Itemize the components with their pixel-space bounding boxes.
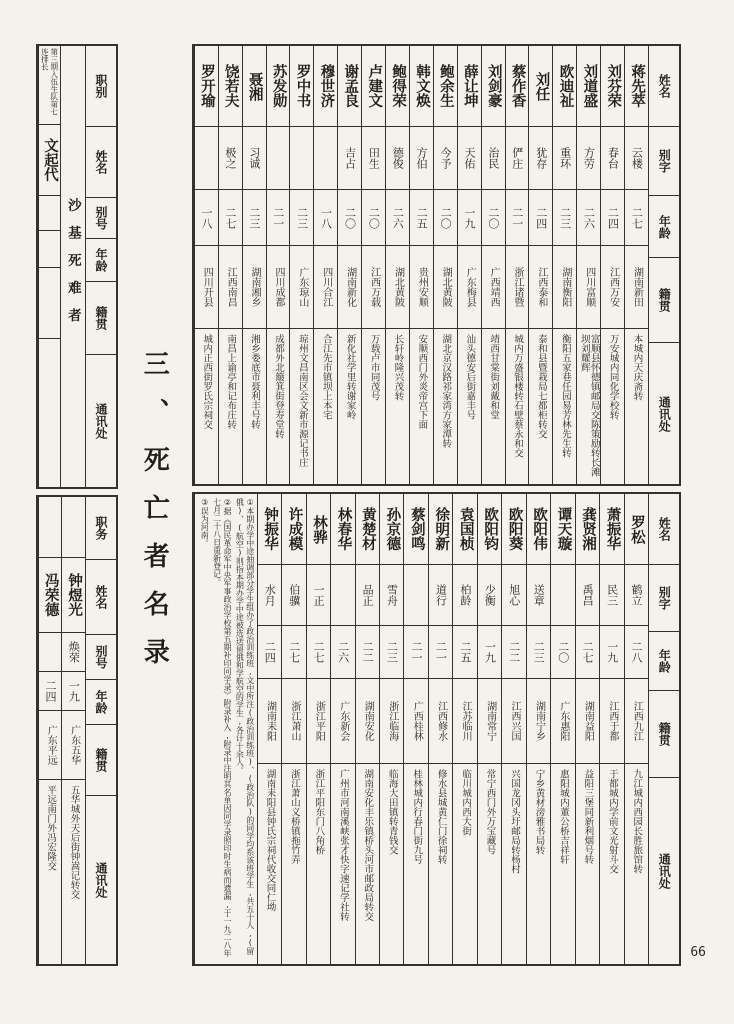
header-column	[85, 46, 116, 487]
person-column	[433, 46, 457, 484]
column-header: 籍贯	[86, 724, 116, 795]
name-cell: 蔡剑鸣	[408, 507, 425, 551]
category-label-shaji: 沙基死难者	[64, 197, 81, 336]
native-cell: 江苏临川	[453, 678, 476, 763]
alias-cell	[551, 564, 574, 625]
contact-cell: 惠阳城内董公桥吉祥轩	[551, 763, 574, 964]
section-title	[118, 44, 192, 966]
age-cell: 二七	[219, 189, 242, 245]
alias-cell: 极之	[219, 126, 242, 189]
native-cell: 广西桂林	[404, 678, 427, 763]
native-cell: 湖南新田	[625, 245, 648, 328]
name-cell: 刘芬荣	[605, 64, 622, 108]
person-column	[409, 46, 433, 484]
roster-sheet	[36, 44, 681, 966]
name-cell: 卢建文	[366, 64, 383, 108]
native-cell: 广西靖西	[482, 245, 505, 328]
column-header: 姓名	[86, 126, 116, 197]
native-cell: 浙江萧山	[282, 678, 305, 763]
alias-cell: 方劳	[577, 126, 600, 189]
contact-cell: 九江城内西园长胜旅馆转	[625, 763, 648, 964]
person-column	[599, 494, 623, 964]
column-header: 通讯处	[86, 795, 116, 964]
native-cell: 广东五华	[62, 710, 84, 779]
name-cell: 欧阳葵	[506, 507, 523, 551]
age-cell: 二一	[404, 625, 427, 678]
left-tables-strip	[36, 44, 118, 966]
contact-cell: 于都城内学前文光射斗交	[600, 763, 623, 964]
contact-cell: 兴国龙冈头圩邮局转杨村	[502, 763, 525, 964]
name-cell: 鲍得荣	[390, 64, 407, 108]
native-cell: 湖南耒阳	[258, 678, 281, 763]
column-header: 年龄	[649, 195, 679, 257]
alias-cell	[195, 126, 218, 189]
category-column	[60, 46, 85, 487]
duty-cell	[39, 497, 61, 557]
name-cell: 薛让坤	[461, 64, 478, 108]
name-cell: 袁国桢	[457, 507, 474, 551]
contact-cell: 城内正西街罗氏宗祠交	[195, 328, 218, 484]
alias-cell: 今予	[434, 126, 457, 189]
native-cell: 江西修水	[429, 678, 452, 763]
alias-cell: 春台	[601, 126, 624, 189]
age-cell: 二三	[243, 189, 266, 245]
column-header: 年龄	[649, 631, 679, 690]
native-cell: 江西九江	[625, 678, 648, 763]
age-cell: 二八	[625, 625, 648, 678]
age-cell: 二五	[410, 189, 433, 245]
age-cell: 二二	[502, 625, 525, 678]
person-column	[361, 46, 385, 484]
native-cell: 湖南常宁	[478, 678, 501, 763]
native-cell: 广东梅县	[458, 245, 481, 328]
age-cell: 二七	[576, 625, 599, 678]
age-cell: 二二	[356, 625, 379, 678]
alias-cell: 品正	[356, 564, 379, 625]
native-cell: 浙江平阳	[307, 678, 330, 763]
age-cell: 二七	[625, 189, 648, 245]
age-cell: 二〇	[434, 189, 457, 245]
contact-cell: 靖西甘棠街刘戴和堂	[482, 328, 505, 484]
alias-cell: 重环	[553, 126, 576, 189]
person-column	[528, 46, 552, 484]
person-column	[306, 494, 330, 964]
name-cell: 谢孟良	[342, 64, 359, 108]
column-header: 别号	[86, 197, 116, 238]
age-cell: 二一	[267, 189, 290, 245]
person-column	[289, 46, 313, 484]
alias-cell	[39, 632, 61, 671]
contact-cell: 本城内天庆斋转	[625, 328, 648, 484]
name-cell: 刘任	[533, 71, 550, 101]
age-cell: 二七	[282, 625, 305, 678]
alias-cell	[39, 195, 60, 230]
column-header: 籍贯	[86, 281, 116, 354]
age-cell: 二三	[527, 625, 550, 678]
column-header: 职别	[94, 74, 109, 98]
native-cell: 四川开县	[195, 245, 218, 328]
alias-cell: 习诚	[243, 126, 266, 189]
person-column	[481, 46, 505, 484]
name-cell: 蔡作香	[509, 64, 526, 108]
person-column	[452, 494, 476, 964]
contact-cell: 琼州文昌南区会文新市源记书庄	[290, 328, 313, 484]
contact-cell: 富顺县怀德镇邮局交陈策励转长滩坝刘耀辉	[577, 328, 600, 484]
name-cell: 林骅	[311, 514, 327, 544]
age-cell: 二六	[331, 625, 354, 678]
person-column	[281, 494, 305, 964]
name-cell: 欧阳伟	[531, 507, 548, 551]
native-cell: 广东平远	[39, 710, 61, 779]
name-cell: 林春华	[335, 507, 352, 551]
person-column	[313, 46, 337, 484]
person-column	[428, 494, 452, 964]
contact-cell: 桂林城内行春门街九号	[404, 763, 427, 964]
duty-cell: 第三期入伍生队第七连排长	[40, 48, 59, 116]
footnote-text: ②据《国民革命军中央军事政治学校第五期补印同学录》附录补入,附录中注明其名单因同学录照印时生病而遗漏,于一九二八年七月二十八日重新登记。	[212, 498, 232, 957]
contact-cell: 南昌上谕亭和记布庄转	[219, 328, 242, 484]
name-cell: 萧振华	[604, 507, 621, 551]
section-title-text: 三、死亡者名录	[139, 350, 170, 686]
age-cell: 二六	[386, 189, 409, 245]
age-cell: 二四	[529, 189, 552, 245]
contact-cell: 安顺西门外炎帝宫下面	[410, 328, 433, 484]
native-cell: 江西南昌	[219, 245, 242, 328]
age-cell: 一九	[478, 625, 501, 678]
age-cell: 二三	[380, 625, 403, 678]
contact-cell: 益阳三堡同新利烟号转	[576, 763, 599, 964]
person-column	[266, 46, 290, 484]
column-header: 通讯处	[649, 777, 679, 964]
alias-cell: 伯骥	[282, 564, 305, 625]
contact-cell: 城内万盛银楼转石壁蔡永和交	[506, 328, 529, 484]
name-cell: 许成模	[286, 507, 303, 551]
alias-cell	[404, 564, 427, 625]
column-header: 年龄	[86, 679, 116, 724]
name-cell: 刘道盛	[581, 64, 598, 108]
person-column	[501, 494, 525, 964]
alias-cell: 焕荣	[62, 632, 84, 671]
native-cell: 广东琼山	[290, 245, 313, 328]
native-cell: 湖南新化	[338, 245, 361, 328]
native-cell: 浙江临海	[380, 678, 403, 763]
native-cell: 湖南安化	[356, 678, 379, 763]
native-cell: 湖南益阳	[576, 678, 599, 763]
header-column	[648, 46, 679, 484]
alias-cell	[290, 126, 313, 189]
alias-cell: 旭心	[502, 564, 525, 625]
native-cell	[39, 267, 60, 338]
column-header: 别字	[649, 126, 679, 195]
contact-cell: 万载卢市同茂号	[362, 328, 385, 484]
page-number: 66	[690, 945, 706, 960]
contact-cell: 湖南安化丰乐镇桥头河市邮政局转交	[356, 763, 379, 964]
alias-cell: 民三	[600, 564, 623, 625]
person-column	[38, 497, 61, 964]
name-cell: 龚贤湘	[579, 507, 596, 551]
contact-cell: 广州市河南溪峡张才快字速记学社转	[331, 763, 354, 964]
person-column	[355, 494, 379, 964]
person-column	[505, 46, 529, 484]
person-column	[61, 497, 84, 964]
deceased-table-top	[192, 44, 681, 486]
contact-cell: 五华城外天后街钟嵩记转交	[62, 779, 84, 964]
person-column	[337, 46, 361, 484]
native-cell: 浙江诸暨	[506, 245, 529, 328]
shaji-victims-table	[36, 44, 118, 489]
native-cell: 江西泰和	[529, 245, 552, 328]
person-column	[194, 46, 218, 484]
column-header: 籍贯	[649, 690, 679, 777]
person-column	[624, 46, 648, 484]
footnote-text: ③误为河南。	[200, 498, 210, 547]
age-cell: 二〇	[338, 189, 361, 245]
name-cell: 韩文焕	[414, 64, 430, 108]
column-header: 通讯处	[86, 354, 116, 487]
contact-cell	[39, 338, 60, 487]
native-cell: 江西于都	[600, 678, 623, 763]
contact-cell: 衡阳五家巷任园易芳林先生转	[553, 328, 576, 484]
contact-cell: 湘乡娄底市聂利丰号转	[243, 328, 266, 484]
native-cell: 广东新会	[331, 678, 354, 763]
name-cell: 罗松	[628, 514, 645, 544]
age-cell: 二四	[258, 625, 281, 678]
person-column	[379, 494, 403, 964]
native-cell: 四川成都	[267, 245, 290, 328]
name-cell: 冯荣德	[39, 557, 61, 632]
column-header: 姓名	[657, 517, 672, 541]
age-cell: 一九	[458, 189, 481, 245]
person-column	[257, 494, 281, 964]
contact-cell: 汕头德安后街嘉丰号	[458, 328, 481, 484]
alias-cell: 治民	[482, 126, 505, 189]
footnotes-column	[194, 494, 257, 964]
native-cell: 湖南湘乡	[243, 245, 266, 328]
age-cell: 一八	[195, 189, 218, 245]
age-cell: 一八	[314, 189, 337, 245]
age-cell: 二〇	[551, 625, 574, 678]
name-cell: 谭天璇	[555, 507, 572, 551]
contact-cell: 宁乡黄材滂雅书局转	[527, 763, 550, 964]
age-cell: 二三	[290, 189, 313, 245]
alias-cell	[267, 126, 290, 189]
name-cell: 欧阳钧	[482, 507, 499, 551]
name-cell: 穆世济	[318, 64, 335, 108]
person-column	[550, 494, 574, 964]
alias-cell: 鹤立	[625, 564, 648, 625]
alias-cell	[314, 126, 337, 189]
age-cell: 二〇	[482, 189, 505, 245]
native-cell: 湖南宁乡	[527, 678, 550, 763]
contact-cell: 成都外北簸箕街登寿堂转	[267, 328, 290, 484]
person-column	[218, 46, 242, 484]
name-cell: 饶若夫	[222, 64, 239, 108]
name-cell: 孙京德	[384, 507, 401, 551]
age-cell: 二一	[429, 625, 452, 678]
age-cell: 二六	[577, 189, 600, 245]
age-cell: 二四	[601, 189, 624, 245]
alias-cell: 一正	[307, 564, 330, 625]
native-cell: 四川合江	[314, 245, 337, 328]
column-header: 籍贯	[649, 257, 679, 342]
native-cell: 湖南衡阳	[553, 245, 576, 328]
age-cell: 二五	[453, 625, 476, 678]
person-column	[457, 46, 481, 484]
footnote-text: ①本期办学中途抽调部分学生组办了政治训练班,文中所注(政治训练班)、(政治队)的同学均系该班学生,共五十人,(留俄)、(航空)则指本期办学中途被选送留俄和学航空的学生,各计十余人。	[235, 498, 255, 955]
contact-cell: 临川城内西大街	[453, 763, 476, 964]
alias-cell: 水月	[258, 564, 281, 625]
contact-cell: 新化社学里转谢家岭	[338, 328, 361, 484]
alias-cell: 雪舟	[380, 564, 403, 625]
contact-cell: 合江先市镇坝上本宅	[314, 328, 337, 484]
name-cell: 钟煜光	[62, 557, 84, 632]
main-tables-column	[192, 44, 681, 966]
person-column	[600, 46, 624, 484]
age-cell: 二四	[39, 671, 61, 710]
alias-cell: 少衡	[478, 564, 501, 625]
contact-cell: 平远南门外冯宏隆交	[39, 779, 61, 964]
column-header: 职务	[94, 516, 109, 541]
contact-cell: 湖北京汉路祁家湾方家潭转	[434, 328, 457, 484]
native-cell: 广东惠阳	[551, 678, 574, 763]
column-header: 通讯处	[649, 342, 679, 484]
age-cell: 一九	[600, 625, 623, 678]
column-header: 别号	[86, 634, 116, 679]
name-cell: 蒋先萃	[629, 64, 646, 108]
alias-cell: 田生	[362, 126, 385, 189]
person-column	[552, 46, 576, 484]
native-cell: 江西万载	[362, 245, 385, 328]
age-cell: 二七	[307, 625, 330, 678]
column-header: 姓名	[86, 559, 116, 634]
person-column	[330, 494, 354, 964]
contact-cell: 常宁西门外万宝藏号	[478, 763, 501, 964]
name-cell: 欧迪祉	[557, 64, 574, 108]
alias-cell: 德俊	[386, 126, 409, 189]
column-header: 姓名	[657, 74, 672, 98]
person-column	[624, 494, 648, 964]
person-column	[385, 46, 409, 484]
name-cell: 聂湘	[246, 71, 263, 101]
person-column	[38, 46, 60, 487]
age-cell: 二三	[553, 189, 576, 245]
column-header: 年龄	[86, 238, 116, 281]
name-cell: 刘剑豪	[485, 64, 502, 108]
alias-cell: 天佑	[458, 126, 481, 189]
name-cell: 钟振华	[262, 507, 279, 551]
name-cell: 罗开瑜	[198, 64, 215, 108]
header-column	[648, 494, 679, 964]
column-header: 别字	[649, 564, 679, 631]
contact-cell: 湖南耒阳县钟氏宗祠代收交同仁坳	[258, 763, 281, 964]
alias-cell: 柏龄	[453, 564, 476, 625]
alias-cell: 犹存	[529, 126, 552, 189]
left-bottom-table	[36, 495, 118, 966]
person-column	[575, 494, 599, 964]
contact-cell: 浙江萧山义桥镇拖竹弄	[282, 763, 305, 964]
person-column	[477, 494, 501, 964]
person-column	[242, 46, 266, 484]
deceased-table-bottom	[192, 492, 681, 966]
alias-cell: 道行	[429, 564, 452, 625]
alias-cell: 吉占	[338, 126, 361, 189]
name-cell: 文起代	[39, 124, 60, 195]
alias-cell: 方伯	[410, 126, 433, 189]
native-cell: 湖北黄陂	[386, 245, 409, 328]
native-cell: 四川富顺	[577, 245, 600, 328]
name-cell: 徐明新	[433, 507, 450, 551]
alias-cell	[331, 564, 354, 625]
duty-cell	[62, 497, 84, 557]
person-column	[576, 46, 600, 484]
header-column	[85, 497, 116, 964]
native-cell: 湖北黄陂	[434, 245, 457, 328]
name-cell: 罗中书	[294, 64, 311, 108]
name-cell: 黄楚材	[359, 507, 376, 551]
age-cell	[39, 230, 60, 267]
contact-cell: 万安城内同化学校转	[601, 328, 624, 484]
age-cell: 二〇	[362, 189, 385, 245]
age-cell: 一九	[62, 671, 84, 710]
contact-cell: 修水县城黄仁门徐祠转	[429, 763, 452, 964]
contact-cell: 浙江平阳东门八角桥	[307, 763, 330, 964]
contact-cell: 长轩岭隆兴茂转	[386, 328, 409, 484]
age-cell: 二一	[506, 189, 529, 245]
name-cell: 鲍余生	[437, 64, 454, 108]
native-cell: 江西万安	[601, 245, 624, 328]
person-column	[403, 494, 427, 964]
contact-cell: 临海大田镇转青钱交	[380, 763, 403, 964]
name-cell: 苏发勋	[270, 64, 287, 108]
alias-cell: 送章	[527, 564, 550, 625]
alias-cell: 云楼	[625, 126, 648, 189]
alias-cell: 俨庄	[506, 126, 529, 189]
contact-cell: 泰和县暨栽局七都柜转交	[529, 328, 552, 484]
person-column	[526, 494, 550, 964]
native-cell: 贵州安顺	[410, 245, 433, 328]
native-cell: 江西兴国	[502, 678, 525, 763]
alias-cell: 禹昌	[576, 564, 599, 625]
